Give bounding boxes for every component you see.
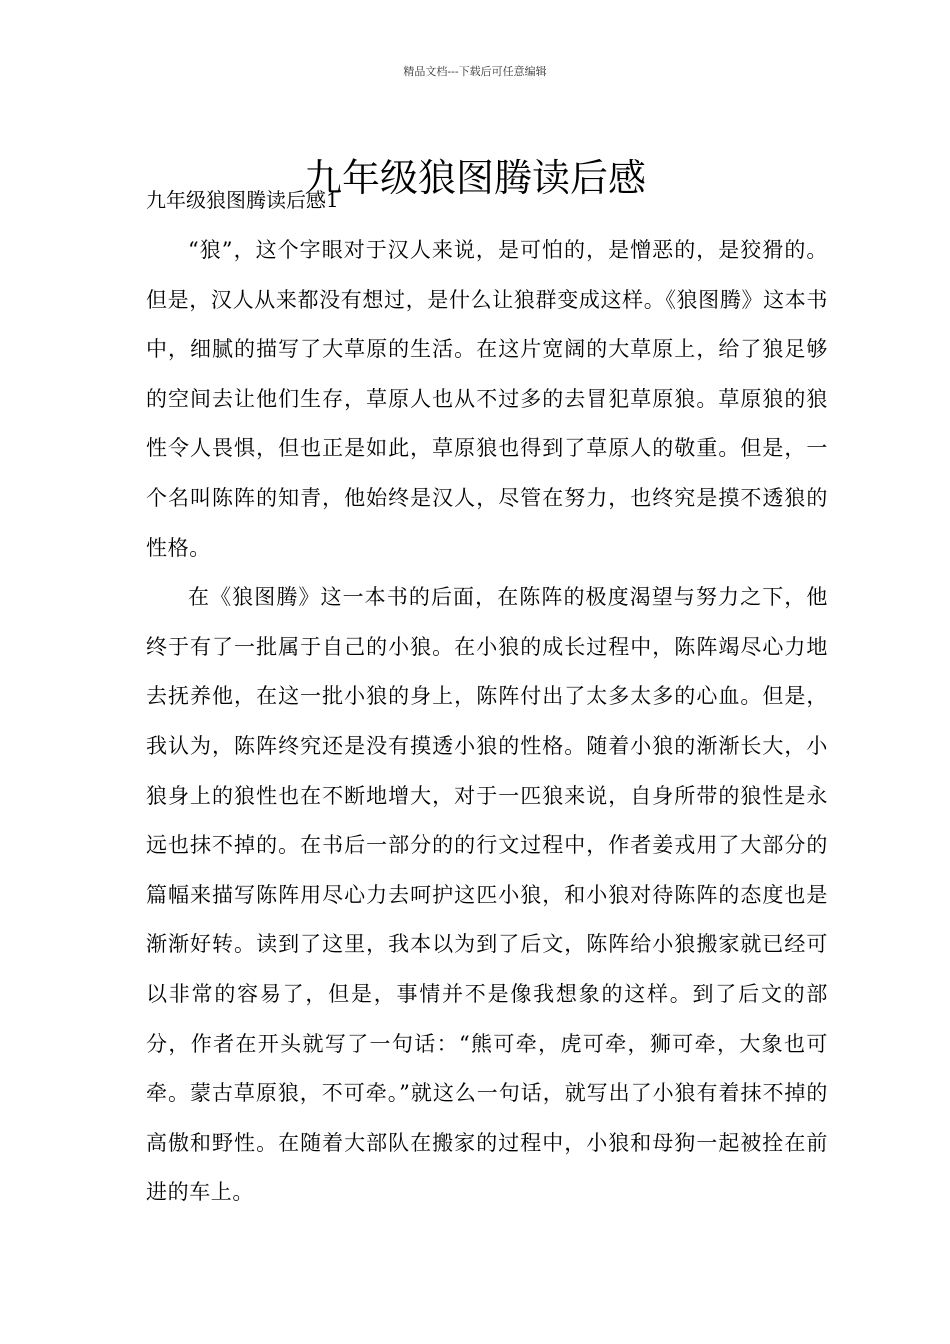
page-header: 精品文档---下载后可任意编辑 bbox=[403, 65, 547, 78]
paragraph-1: “狼”，这个字眼对于汉人来说，是可怕的，是憎恶的，是狡猾的。但是，汉人从来都没有想过，是什么让狼群变成这样。《狼图腾》这本书中，细腻的描写了大草原的生活。在这片宽阔的大草原上，给了狼足够的空间去让他们生存，草原人也从不过多的去冒犯草原狼。草原狼的狼性令人畏惧，但也正是如此，草原狼也得到了草原人的敬重。但是，一个名叫陈阵的知青，他始终是汉人，尽管在努力，也终究是摸不透狼的性格。 bbox=[146, 238, 828, 560]
body-text bbox=[146, 226, 828, 1218]
section-heading: 九年级狼图腾读后感1 bbox=[146, 188, 339, 212]
document-title: 九年级狼图腾读后感 bbox=[303, 156, 646, 201]
paragraph-2: 在《狼图腾》这一本书的后面，在陈阵的极度渴望与努力之下，他终于有了一批属于自己的小狼。在小狼的成长过程中，陈阵竭尽心力地去抚养他，在这一批小狼的身上，陈阵付出了太多太多的心血。但是，我认为，陈阵终究还是没有摸透小狼的性格。随着小狼的渐渐长大，小狼身上的狼性也在不断地增大，对于一匹狼来说，自身所带的狼性是永远也抹不掉的。在书后一部分的的行文过程中，作者姜戎用了大部分的篇幅来描写陈阵用尽心力去呵护这匹小狼，和小狼对待陈阵的态度也是渐渐好转。读到了这里，我本以为到了后文，陈阵给小狼搬家就已经可以非常的容易了，但是，事情并不是像我想象的这样。到了后文的部分，作者在开头就写了一句话：“熊可牵，虎可牵，狮可牵，大象也可牵。蒙古草原狼，不可牵。”就这么一句话，就写出了小狼有着抹不掉的高傲和野性。在随着大部队在搬家的过程中，小狼和母狗一起被拴在前进的车上。 bbox=[146, 585, 828, 1205]
